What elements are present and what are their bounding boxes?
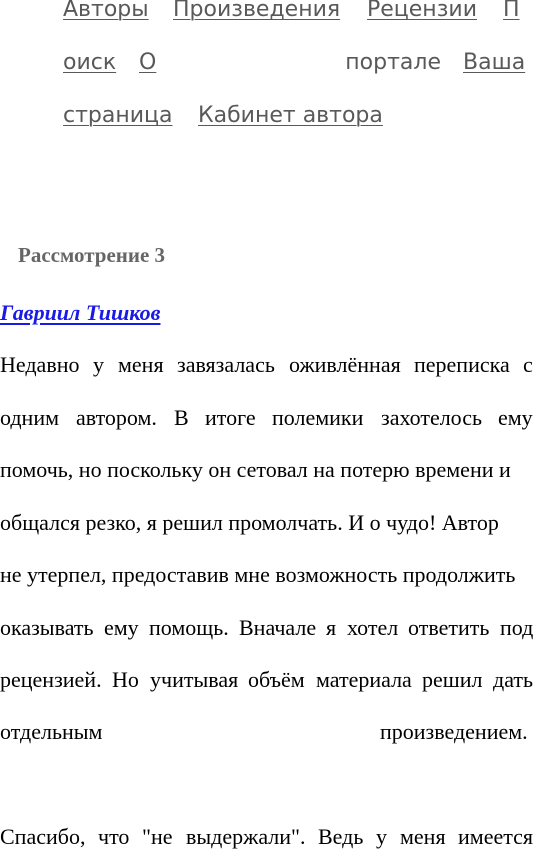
text-word: выдержали". bbox=[186, 824, 306, 849]
text-word: одним bbox=[0, 405, 60, 430]
nav-link-about-part2: портале bbox=[345, 50, 441, 75]
nav-link-search-end[interactable]: оиск bbox=[63, 50, 117, 75]
text-line bbox=[0, 455, 535, 485]
text-word: Ведь bbox=[318, 824, 364, 849]
text-word: ответить bbox=[408, 615, 490, 640]
text-line bbox=[0, 508, 535, 538]
text-line bbox=[0, 665, 535, 695]
text-word: автором. bbox=[76, 405, 157, 430]
nav-row-1 bbox=[63, 0, 527, 25]
nav-link-your-page-end[interactable]: страница bbox=[63, 103, 173, 128]
text-word: не утерпел, предоставив мне возможность продолжить bbox=[0, 562, 516, 587]
text-word: у bbox=[93, 352, 104, 377]
nav-link-reviews[interactable]: Рецензии bbox=[367, 0, 477, 22]
text-line bbox=[0, 403, 535, 433]
text-word: я bbox=[326, 615, 337, 640]
text-word: В bbox=[174, 405, 189, 430]
text-word: под bbox=[500, 615, 534, 640]
text-word: отдельным bbox=[0, 719, 103, 744]
nav-link-about-part1: О bbox=[139, 50, 157, 75]
text-word: Вначале bbox=[239, 615, 317, 640]
nav-link-author-cabinet[interactable]: Кабинет автора bbox=[198, 103, 383, 128]
text-word: оказывать bbox=[0, 615, 94, 640]
text-line bbox=[0, 822, 535, 852]
text-word: ему bbox=[104, 615, 139, 640]
text-word: дать bbox=[493, 667, 534, 692]
author-link[interactable]: Гавриил Тишков bbox=[0, 300, 161, 325]
text-word: с bbox=[523, 352, 533, 377]
text-line bbox=[0, 717, 535, 747]
text-word: у bbox=[376, 824, 387, 849]
text-word: общался резко, я решил промолчать. И о чудо! Автор bbox=[0, 510, 499, 535]
text-line bbox=[0, 613, 535, 643]
text-word: ему bbox=[498, 405, 533, 430]
text-word: решил bbox=[422, 667, 483, 692]
text-word: захотелось bbox=[381, 405, 483, 430]
text-word: рецензией. bbox=[0, 667, 102, 692]
text-word: учитывая bbox=[150, 667, 239, 692]
text-word: завязалась bbox=[177, 352, 275, 377]
work-title: Рассмотрение 3 bbox=[18, 243, 166, 267]
nav-link-about[interactable] bbox=[139, 48, 441, 78]
nav-link-your-page-start[interactable]: Ваша bbox=[463, 50, 526, 75]
text-word: итоге bbox=[205, 405, 256, 430]
text-word: "не bbox=[142, 824, 173, 849]
text-word: что bbox=[98, 824, 130, 849]
nav-link-search-start[interactable]: П bbox=[503, 0, 520, 22]
text-word: материала bbox=[316, 667, 412, 692]
nav-link-works[interactable]: Произведения bbox=[173, 0, 341, 22]
nav-link-authors[interactable]: Авторы bbox=[63, 0, 149, 22]
text-word: полемики bbox=[272, 405, 364, 430]
text-word: меня bbox=[400, 824, 446, 849]
nav-row-3 bbox=[63, 101, 527, 131]
text-word: Спасибо, bbox=[0, 824, 86, 849]
text-word: помощь. bbox=[149, 615, 229, 640]
text-word: помочь, но поскольку он сетовал на потерю времени и bbox=[0, 457, 511, 482]
text-word: хотел bbox=[347, 615, 399, 640]
text-word: объём bbox=[248, 667, 305, 692]
text-word: меня bbox=[118, 352, 164, 377]
text-line bbox=[0, 560, 535, 590]
text-word: переписка bbox=[414, 352, 510, 377]
text-word: имеется bbox=[458, 824, 533, 849]
text-line bbox=[0, 350, 535, 380]
text-word: Но bbox=[112, 667, 139, 692]
text-word: произведением. bbox=[380, 719, 528, 744]
text-word: оживлённая bbox=[289, 352, 401, 377]
text-word: Недавно bbox=[0, 352, 80, 377]
nav-row-2 bbox=[63, 48, 527, 78]
